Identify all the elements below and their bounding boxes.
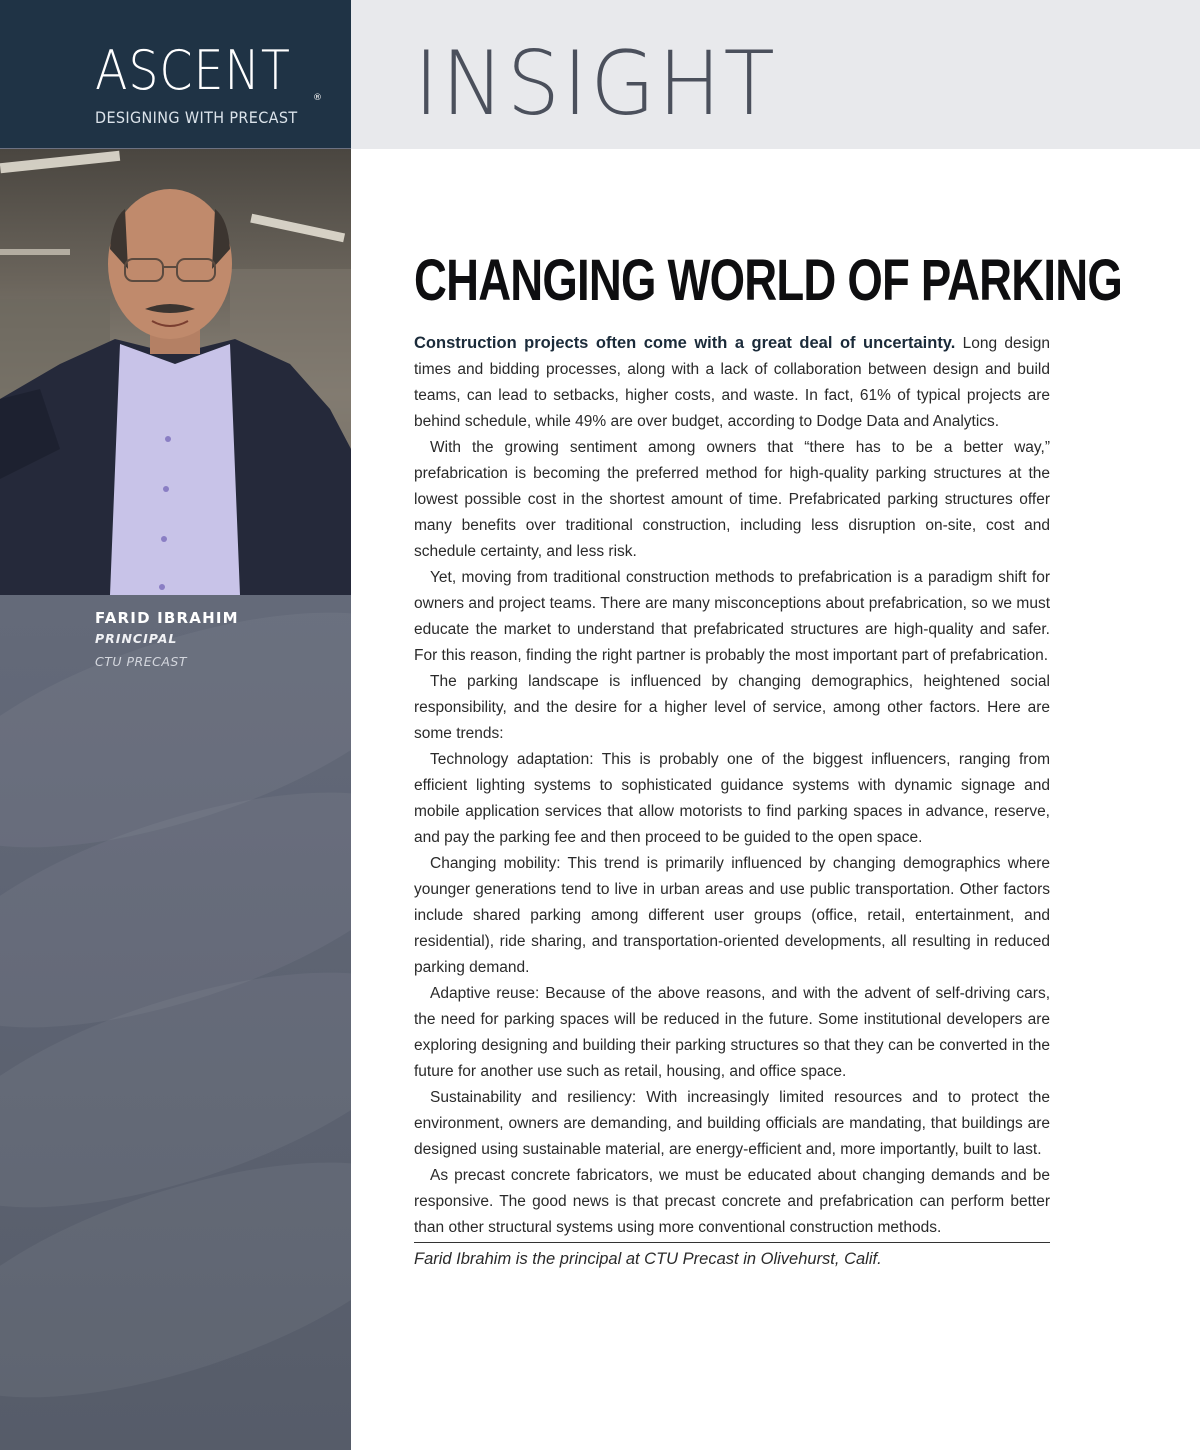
footnote-divider	[414, 1242, 1050, 1243]
sidebar	[0, 0, 351, 1450]
author-photo	[0, 149, 351, 595]
article-body	[414, 330, 1050, 1241]
article-paragraph: Technology adaptation: This is probably one of the biggest influencers, ranging from efficient lighting systems to sophisticated guidance systems with dynamic signage and mobile application services that allow motorists to find parking spaces in advance, reserve, and pay the parking fee and then proceed to be guided to the open space.	[414, 751, 1050, 846]
article-lead: Construction projects often come with a great deal of uncertainty.	[414, 334, 956, 352]
brand-logo-block	[0, 0, 351, 148]
author-company: CTU PRECAST	[95, 654, 187, 669]
portrait-illustration	[0, 149, 351, 595]
article-paragraph-text: Long design times and bidding processes, along with a lack of collaboration between design and build teams, can lead to setbacks, higher costs, and waste. In fact, 61% of typical projects are behind schedule, while 49% are over budget, according to Dodge Data and Analytics.	[414, 335, 1051, 430]
brand-logo: ASCENT	[95, 39, 291, 102]
author-name: FARID IBRAHIM	[95, 609, 239, 627]
author-footnote: Farid Ibrahim is the principal at CTU Precast in Olivehurst, Calif.	[414, 1250, 882, 1268]
article-paragraph: Adaptive reuse: Because of the above reasons, and with the advent of self-driving cars, the need for parking spaces will be reduced in the future. Some institutional developers are exploring designing and building their parking structures so that they can be converted in the future for another use such as retail, housing, and office space.	[414, 985, 1050, 1080]
article-paragraph: Changing mobility: This trend is primarily influenced by changing demographics where younger generations tend to live in urban areas and use public transportation. Other factors include shared parking among different user groups (office, retail, entertainment, and residential), ride sharing, and transportation-oriented developments, all resulting in reduced parking demand.	[414, 855, 1050, 976]
article-paragraph: As precast concrete fabricators, we must be educated about changing demands and be responsive. The good news is that precast concrete and prefabrication can perform better than other structural systems using more conventional construction methods.	[414, 1167, 1050, 1236]
article-paragraph: With the growing sentiment among owners that “there has to be a better way,” prefabrication is becoming the preferred method for high-quality parking structures at the lowest possible cost in the shortest amount of time. Prefabricated parking structures offer many benefits over traditional construction, including less disruption on-site, cost and schedule certainty, and less risk.	[414, 439, 1050, 560]
article-paragraph: The parking landscape is influenced by changing demographics, heightened social responsibility, and the desire for a higher level of service, among other factors. Here are some trends:	[414, 673, 1050, 742]
section-title: INSIGHT	[414, 32, 778, 135]
article-paragraph: Sustainability and resiliency: With increasingly limited resources and to protect the environment, owners are demanding, and building officials are mandating, that buildings are designed using sustainable material, are energy-efficient and, more importantly, built to last.	[414, 1089, 1050, 1158]
registered-mark: ®	[313, 93, 322, 103]
article-paragraph	[414, 330, 1050, 435]
article-paragraph: Yet, moving from traditional construction methods to prefabrication is a paradigm shift for owners and project teams. There are many misconceptions about prefabrication, so we must educate the market to understand that prefabricated structures are high-quality and safer. For this reason, finding the right partner is probably the most important part of prefabrication.	[414, 569, 1050, 664]
author-title: PRINCIPAL	[95, 631, 178, 646]
article-headline: CHANGING WORLD OF PARKING	[414, 248, 1122, 313]
brand-tagline: DESIGNING WITH PRECAST	[95, 108, 298, 127]
